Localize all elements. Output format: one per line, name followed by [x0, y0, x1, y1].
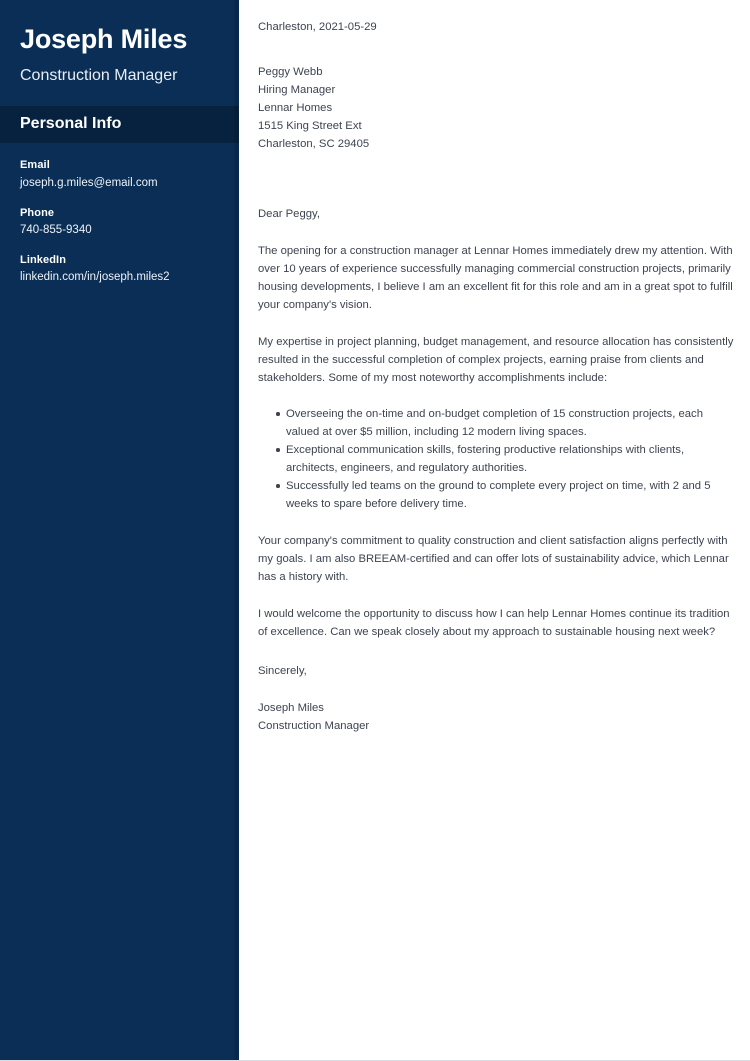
recipient-name: Peggy Webb	[258, 66, 323, 78]
candidate-name: Joseph Miles	[20, 24, 188, 54]
body-paragraph-4: I would welcome the opportunity to discuss how I can help Lennar Homes continue its tradition of excellence. Can we speak closely about my approach to sustainable housing next week?	[258, 608, 730, 638]
personal-info-heading: Personal Info	[20, 115, 122, 133]
closing-salutation: Sincerely,	[258, 665, 307, 677]
signature-title: Construction Manager	[258, 720, 370, 732]
identity-block	[0, 0, 239, 85]
linkedin-value[interactable]: linkedin.com/in/joseph.miles2	[20, 271, 170, 284]
letter-body	[239, 0, 750, 1061]
sidebar	[0, 0, 239, 1061]
list-item: Successfully led teams on the ground to complete every project on time, with 2 and 5 weeks to spare before delivery time.	[276, 477, 735, 513]
list-item: Exceptional communication skills, fostering productive relationships with clients, architects, engineers, and regulatory authorities.	[276, 441, 735, 477]
list-item: Overseeing the on-time and on-budget completion of 15 construction projects, each valued at over $5 million, including 12 modern living spaces.	[276, 405, 735, 441]
recipient-street: 1515 King Street Ext	[258, 120, 362, 132]
contact-list	[0, 143, 239, 287]
signature-name: Joseph Miles	[258, 702, 324, 714]
recipient-company: Lennar Homes	[258, 102, 333, 114]
body-paragraph-3: Your company's commitment to quality construction and client satisfaction aligns perfectly with my goals. I am also BREEAM-certified and can offer lots of sustainability advice, which Lennar has a history with.	[258, 535, 729, 583]
contact-item-linkedin	[20, 252, 219, 287]
linkedin-label: LinkedIn	[20, 253, 67, 266]
contact-item-phone	[20, 205, 219, 240]
phone-label: Phone	[20, 206, 55, 219]
recipient-address-block	[258, 63, 735, 153]
personal-info-section-header	[0, 106, 239, 143]
signature-block	[258, 699, 735, 735]
body-paragraph-2: My expertise in project planning, budget management, and resource allocation has consistently resulted in the successful completion of complex projects, earning praise from clients and stakeholders. Some of my most noteworthy accomplishments include:	[258, 336, 734, 384]
body-paragraph-1: The opening for a construction manager at Lennar Homes immediately drew my attention. With over 10 years of experience successfully managing commercial construction projects, primarily housing developments, I believe I am an excellent fit for this role and am in a great spot to fulfill your company's vision.	[258, 245, 733, 311]
contact-item-email	[20, 157, 219, 192]
recipient-city: Charleston, SC 29405	[258, 138, 370, 150]
achievements-list	[258, 405, 735, 513]
email-value[interactable]: joseph.g.miles@email.com	[20, 176, 158, 189]
email-label: Email	[20, 159, 50, 172]
candidate-job-title: Construction Manager	[20, 67, 178, 85]
recipient-title: Hiring Manager	[258, 84, 336, 96]
phone-value[interactable]: 740-855-9340	[20, 224, 92, 237]
salutation: Dear Peggy,	[258, 208, 320, 220]
letter-date: Charleston, 2021-05-29	[258, 21, 377, 33]
